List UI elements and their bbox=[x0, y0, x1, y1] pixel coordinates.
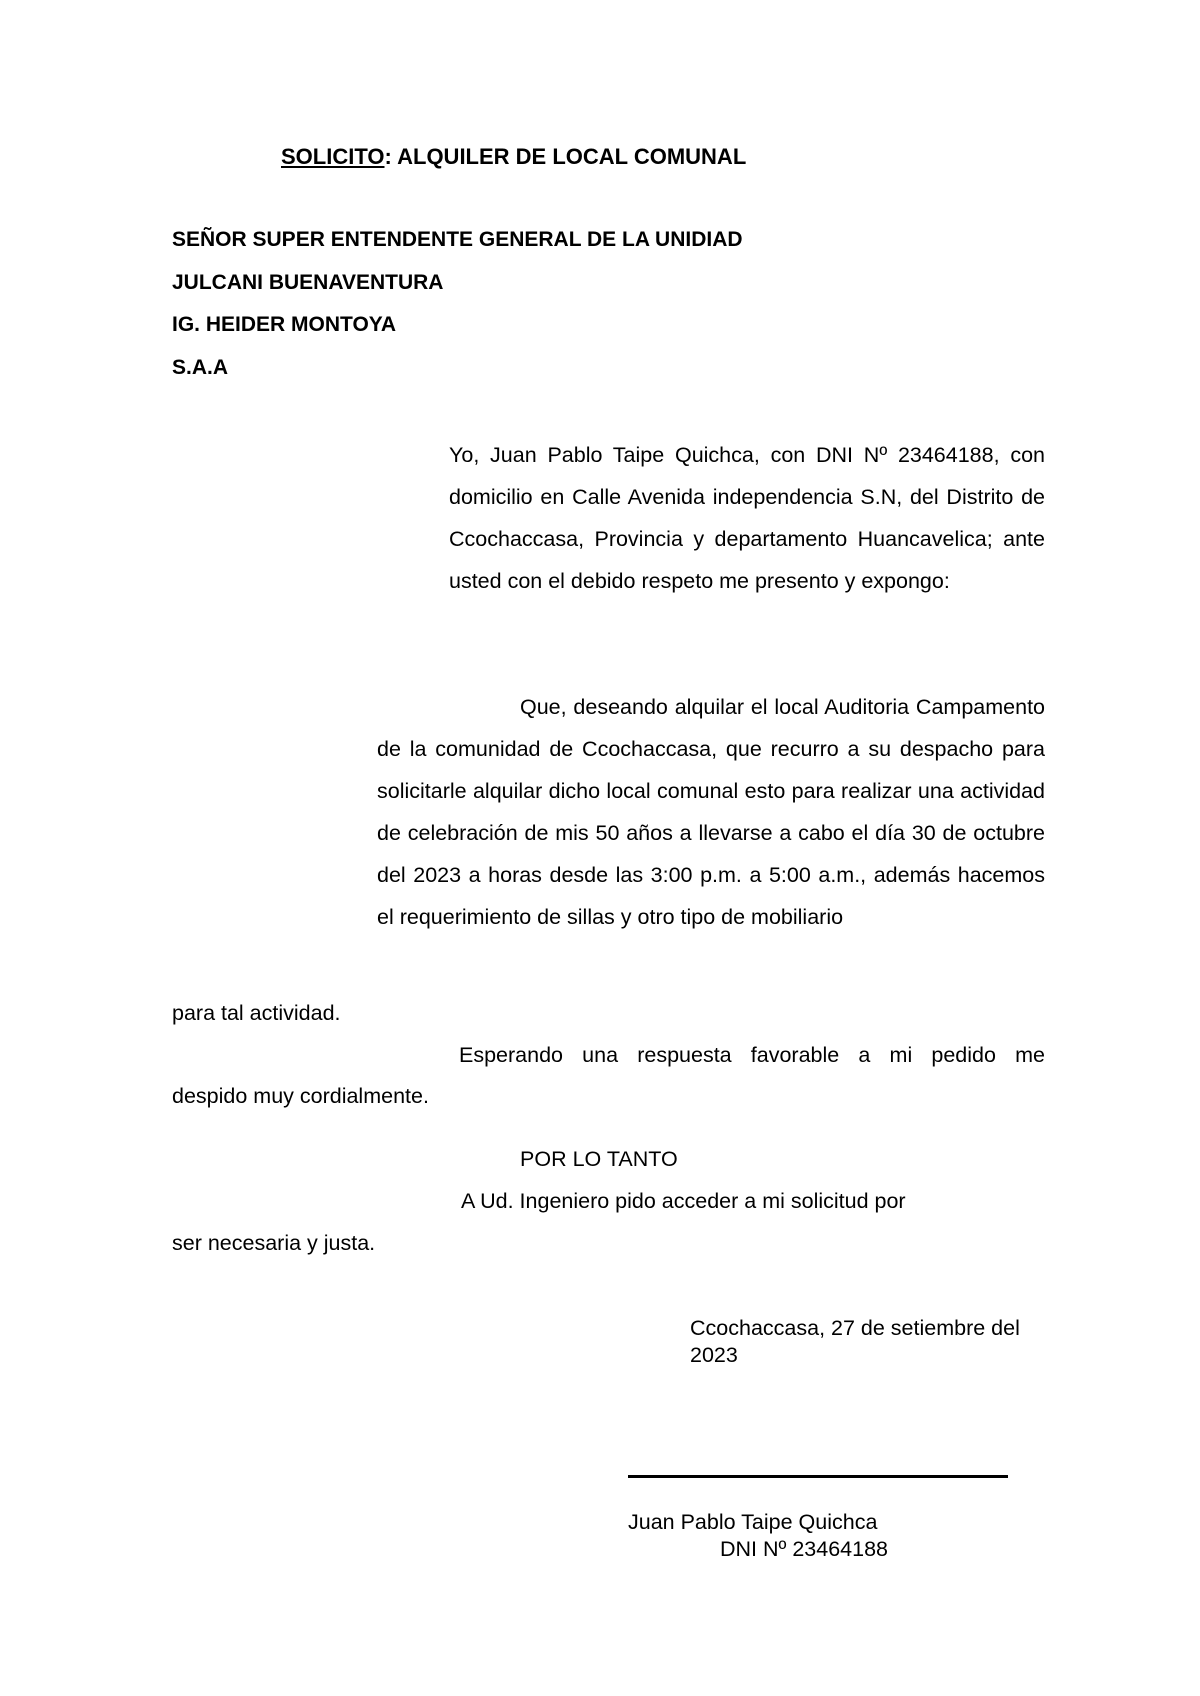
signature-name: Juan Pablo Taipe Quichca bbox=[628, 1510, 878, 1534]
date-line-1: Ccochaccasa, 27 de setiembre del bbox=[690, 1316, 1020, 1340]
addressee-line-4: S.A.A bbox=[172, 356, 229, 379]
intro-text: Yo, Juan Pablo Taipe Quichca, con DNI Nº 23464188, con domicilio en Calle Avenida independencia S.N, del Distrito de Ccochaccasa, Provincia y departamento Huancavelica; ante usted con el debido respeto me presento y expongo: bbox=[449, 443, 1045, 593]
body-continuation: para tal actividad. bbox=[172, 1001, 341, 1025]
closing-line-1: Esperando una respuesta favorable a mi pedido me bbox=[459, 1043, 1045, 1067]
addressee-line-3: IG. HEIDER MONTOYA bbox=[172, 313, 397, 336]
conclusion-heading: POR LO TANTO bbox=[520, 1147, 678, 1171]
document-title bbox=[281, 144, 746, 170]
conclusion-line-1: A Ud. Ingeniero pido acceder a mi solicitud por bbox=[461, 1189, 906, 1213]
title-rest: : ALQUILER DE LOCAL COMUNAL bbox=[384, 144, 747, 169]
addressee-line-1: SEÑOR SUPER ENTENDENTE GENERAL DE LA UNIDIAD bbox=[172, 228, 743, 251]
addressee-line-2: JULCANI BUENAVENTURA bbox=[172, 271, 444, 294]
body-text: Que, deseando alquilar el local Auditoria Campamento de la comunidad de Ccochaccasa, que recurro a su despacho para solicitarle alquilar dicho local comunal esto para realizar una actividad de celebración de mis 50 años a llevarse a cabo el día 30 de octubre del 2023 a horas desde las 3:00 p.m. a 5:00 a.m., además hacemos el requerimiento de sillas y otro tipo de mobiliario bbox=[377, 695, 1045, 929]
conclusion-line-2: ser necesaria y justa. bbox=[172, 1231, 376, 1255]
title-label: SOLICITO bbox=[281, 144, 385, 169]
body-paragraph bbox=[377, 686, 1045, 938]
signature-line bbox=[628, 1475, 1008, 1478]
closing-line-2: despido muy cordialmente. bbox=[172, 1084, 429, 1108]
signature-dni: DNI Nº 23464188 bbox=[720, 1537, 889, 1561]
intro-paragraph bbox=[449, 434, 1045, 602]
date-line-2: 2023 bbox=[690, 1343, 738, 1367]
